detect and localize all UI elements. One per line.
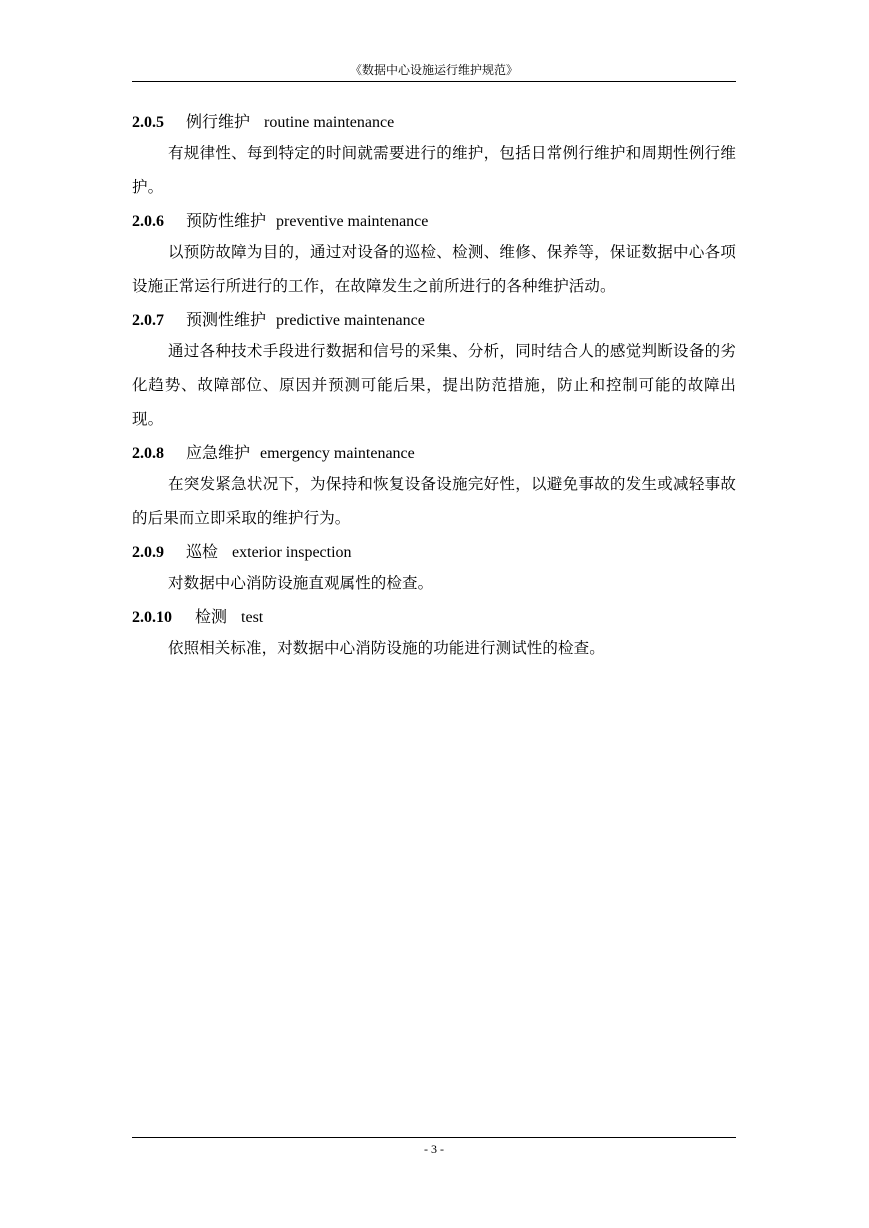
term-heading [132, 309, 736, 332]
term-english: exterior inspection [232, 544, 352, 561]
term-definition: 依照相关标准，对数据中心消防设施的功能进行测试性的检查。 [168, 639, 605, 657]
term-number: 2.0.9 [132, 544, 164, 561]
term-chinese: 例行维护 [186, 112, 251, 131]
term-number: 2.0.10 [132, 609, 172, 626]
term-english: predictive maintenance [276, 312, 425, 329]
term-entry [132, 210, 736, 303]
page-number: - 3 - [424, 1142, 444, 1156]
header-rule [132, 81, 736, 82]
term-chinese: 预防性维护 [186, 211, 267, 230]
term-entry [132, 606, 736, 665]
term-english: preventive maintenance [276, 213, 429, 230]
term-definition: 通过各种技术手段进行数据和信号的采集、分析，同时结合人的感觉判断设备的劣化趋势、故障部位、原因并预测可能后果，提出防范措施，防止和控制可能的故障出现。 [132, 342, 736, 428]
term-number: 2.0.7 [132, 312, 164, 329]
term-english: test [241, 609, 264, 626]
term-english: routine maintenance [264, 114, 395, 131]
term-heading [132, 541, 736, 564]
term-definition: 对数据中心消防设施直观属性的检查。 [168, 574, 434, 592]
term-heading [132, 606, 736, 629]
term-entry [132, 541, 736, 600]
running-header: 《数据中心设施运行维护规范》 [349, 63, 518, 77]
terms-section [132, 111, 736, 665]
term-definition: 以预防故障为目的，通过对设备的巡检、检测、维修、保养等，保证数据中心各项设施正常运行所进行的工作，在故障发生之前所进行的各种维护活动。 [132, 243, 736, 295]
term-definition: 在突发紧急状况下，为保持和恢复设备设施完好性，以避免事故的发生或减轻事故的后果而立即采取的维护行为。 [132, 475, 736, 527]
term-chinese: 预测性维护 [186, 310, 267, 329]
term-english: emergency maintenance [260, 445, 415, 462]
term-number: 2.0.6 [132, 213, 164, 230]
footer-rule [132, 1137, 736, 1138]
term-entry [132, 111, 736, 204]
term-heading [132, 210, 736, 233]
term-number: 2.0.8 [132, 445, 164, 462]
term-heading [132, 111, 736, 134]
term-definition: 有规律性、每到特定的时间就需要进行的维护，包括日常例行维护和周期性例行维护。 [132, 144, 736, 196]
term-chinese: 检测 [195, 607, 228, 626]
term-chinese: 巡检 [186, 542, 219, 561]
term-chinese: 应急维护 [186, 443, 251, 462]
term-entry [132, 442, 736, 535]
term-heading [132, 442, 736, 465]
term-number: 2.0.5 [132, 114, 164, 131]
term-entry [132, 309, 736, 436]
